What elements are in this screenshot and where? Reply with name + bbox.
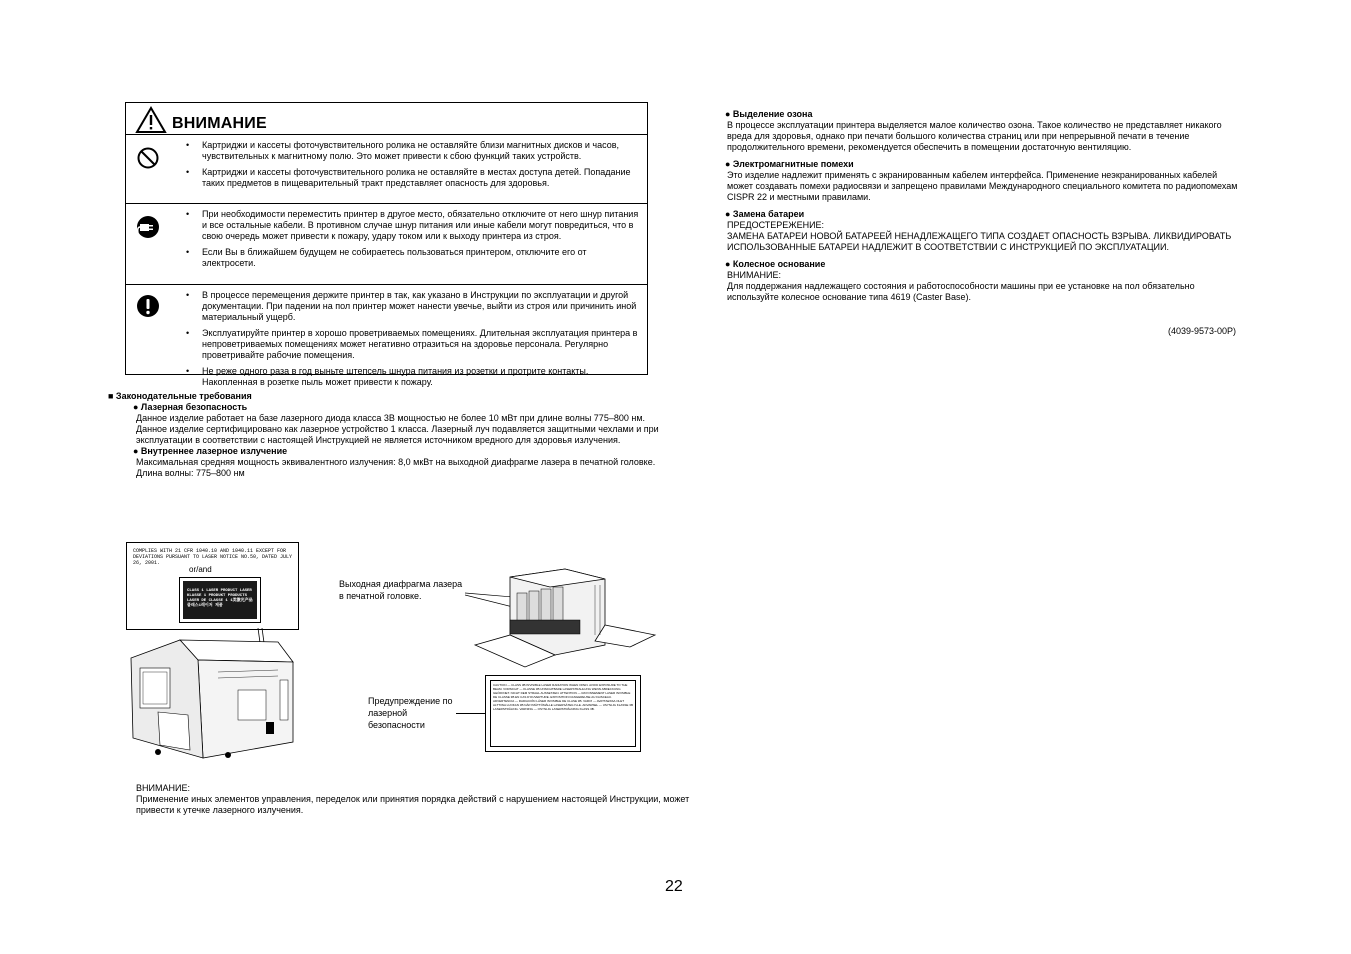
battery-caution: ПРЕДОСТЕРЕЖЕНИЕ: — [727, 220, 825, 230]
warning-item: • Если Вы в ближайшем будущем не собираетесь пользоваться принтером, отключите его от электросети. — [186, 247, 639, 269]
ozone-title: ● Выделение озона — [725, 109, 813, 119]
legal-heading: ■ Законодательные требования — [108, 391, 252, 401]
warning-title: ВНИМАНИЕ — [172, 115, 267, 132]
exclamation-icon — [136, 294, 160, 318]
laser-warning-caption: Предупреждение по лазерной безопасности — [368, 696, 453, 730]
document-code: (4039-9573-00P) — [1168, 326, 1237, 336]
page-number: 22 — [665, 878, 683, 895]
warning-item: • Эксплуатируйте принтер в хорошо проветриваемых помещениях. Длительная эксплуатация принтера в непроветриваемых помещениях может негативно отразиться на здоровье персонала. Регулярно проветривайте рабочие помещения. — [186, 328, 639, 361]
warning-section-exclamation — [126, 290, 647, 389]
emi-block — [725, 159, 1245, 203]
laser-warning-label-text: CAUTION — CLASS 3B INVISIBLE LASER RADIATION WHEN OPEN. AVOID EXPOSURE TO THE BEAM. VORSICHT — KLASSE 3B UNSICHTBARE LASERSTRAHLUNG WENN ABDECKUNG GEÖFFNET. NICHT DEM STRAHL AUSSETZEN. ATTENTION — RAYONNEMENT LASER INVISIBLE DE CLASSE 3B EN CAS D'OUVERTURE. EXPOSITION DANGEREUSE AU FAISCEAU. ADVERTENCIA — RADIACIÓN LÁSER INVISIBLE DE CLASE 3B. VARO! — AVATTAESSA OLET ALTTIINA LUOKAN 3B NÄKYMÄTTÖMÄLLE LASERSÄTEILYLLE. ADVARSEL — USYNLIG KLASSE 3B LASERSTRÅLING. VARNING — OSYNLIG LASERSTRÅLNING KLASS 3B. — [490, 680, 636, 747]
ozone-block — [725, 109, 1245, 153]
printer-open-illustration — [465, 565, 665, 680]
right-column — [725, 109, 1245, 309]
emi-text: Это изделие надлежит применять с экранированным кабелем интерфейса. Применение неэкранированных кабелей может создавать помехи радиосвязи и запрещено правилами Международного специального комитета по радиопомехам CISPR 22 и местными правилами. — [727, 170, 1238, 202]
aperture-caption: Выходная диафрагма лазера в печатной головке. — [339, 579, 463, 601]
laser-warning-label — [485, 675, 641, 752]
battery-text: ЗАМЕНА БАТАРЕИ НОВОЙ БАТАРЕЕЙ НЕНАДЛЕЖАЩЕГО ТИПА СОЗДАЕТ ОПАСНОСТЬ ВЗРЫВА. ЛИКВИДИРОВАТЬ ИСПОЛЬЗОВАННЫЕ БАТАРЕИ НАДЛЕЖИТ В СООТВЕТСТВИИ С ИНСТРУКЦИЕЙ ПО ЭКСПЛУАТАЦИИ. — [727, 231, 1232, 252]
or-and-text: or/and — [189, 565, 212, 574]
internal-laser-title: ● Внутреннее лазерное излучение — [133, 446, 288, 456]
warning-item: • В процессе перемещения держите принтер в так, как указано в Инструкции по эксплуатации и другой документации. При падении на пол принтер может нанести увечье, выйти из строя или причинить иной материальный ущерб. — [186, 290, 639, 323]
compliance-label — [126, 542, 299, 630]
caster-block — [725, 259, 1245, 303]
caster-text: Для поддержания надлежащего состояния и работоспособности машины при ее установке на пол обязательно используйте колесное основание типа 4619 (Caster Base). — [727, 281, 1195, 302]
internal-laser-text: Максимальная средняя мощность эквивалентного излучения: 8,0 мкВт на выходной диафрагме лазера в печатной головке. — [136, 457, 656, 467]
warning-item: • Не реже одного раза в год выньте штепсель шнура питания из розетки и протрите контакты. Накопленная в розетке пыль может привести к пожару. — [186, 366, 639, 388]
wavelength-text: Длина волны: 775–800 нм — [136, 468, 245, 478]
class1-label — [180, 578, 260, 622]
class1-label-text: CLASS 1 LASER PRODUCT LASER KLASSE 1 PRODUKT PRODUCTS LASER DE CLASSE 1 1类激光产品 클래스1레이저 제품 — [187, 589, 253, 608]
warning-section-unplug — [126, 209, 647, 285]
bottom-attention-title: ВНИМАНИЕ: — [136, 783, 190, 793]
compliance-label-text: COMPLIES WITH 21 CFR 1040.10 AND 1040.11 EXCEPT FOR DEVIATIONS PURSUANT TO LASER NOTICE NO.50, DATED JULY 26, 2001. — [133, 548, 293, 566]
caster-title: ● Колесное основание — [725, 259, 826, 269]
warning-section-prohibition — [126, 140, 647, 204]
caster-attention: ВНИМАНИЕ: — [727, 270, 781, 280]
warning-header — [126, 103, 647, 135]
printer-rear-illustration — [128, 620, 298, 770]
caption-leader-line — [456, 713, 486, 714]
ozone-text: В процессе эксплуатации принтера выделяется малое количество озона. Такое количество не представляет никакого вреда для здоровья, однако при печати большого количества страниц или при непрерывной печати в течение продолжительного времени, рекомендуется обеспечить в помещении достаточную вентиляцию. — [727, 120, 1222, 152]
bottom-attention — [136, 783, 696, 816]
warning-item: • Картриджи и кассеты фоточувствительного ролика не оставляйте в местах доступа детей. Попадание таких предметов в пищеварительный тракт представляет опасность для здоровья. — [186, 167, 639, 189]
warning-box — [125, 102, 648, 387]
battery-block — [725, 209, 1245, 253]
emi-title: ● Электромагнитные помехи — [725, 159, 854, 169]
battery-title: ● Замена батареи — [725, 209, 805, 219]
bottom-attention-text: Применение иных элементов управления, переделок или принятия порядка действий с нарушением настоящей Инструкции, может привести к утечке лазерного излучения. — [136, 794, 690, 815]
unplug-icon — [136, 215, 160, 239]
prohibition-icon — [136, 146, 160, 170]
warning-triangle-icon — [135, 106, 167, 134]
warning-item: • При необходимости переместить принтер в другое место, обязательно отключите от него шнур питания и все остальные кабели. В противном случае шнур питания или иные кабели могут повредиться, что в свою очередь может привести к пожару, удару током или к выходу принтера из строя. — [186, 209, 639, 242]
legal-section — [108, 391, 668, 479]
laser-safety-title: ● Лазерная безопасность — [133, 402, 248, 412]
warning-item: • Картриджи и кассеты фоточувствительного ролика не оставляйте близи магнитных дисков и часов, чувствительных к магнитному полю. Это может привести к сбою функций таких устройств. — [186, 140, 639, 162]
laser-safety-text: Данное изделие работает на базе лазерного диода класса 3В мощностью не более 10 мВт при длине волны 775–800 нм. Данное изделие сертифицировано как лазерное устройство 1 класса. Лазерный луч подавляется защитными чехлами и при эксплуатации в соответствии с настоящей Инструкцией не является источником вредного для здоровья излучения. — [136, 413, 659, 445]
